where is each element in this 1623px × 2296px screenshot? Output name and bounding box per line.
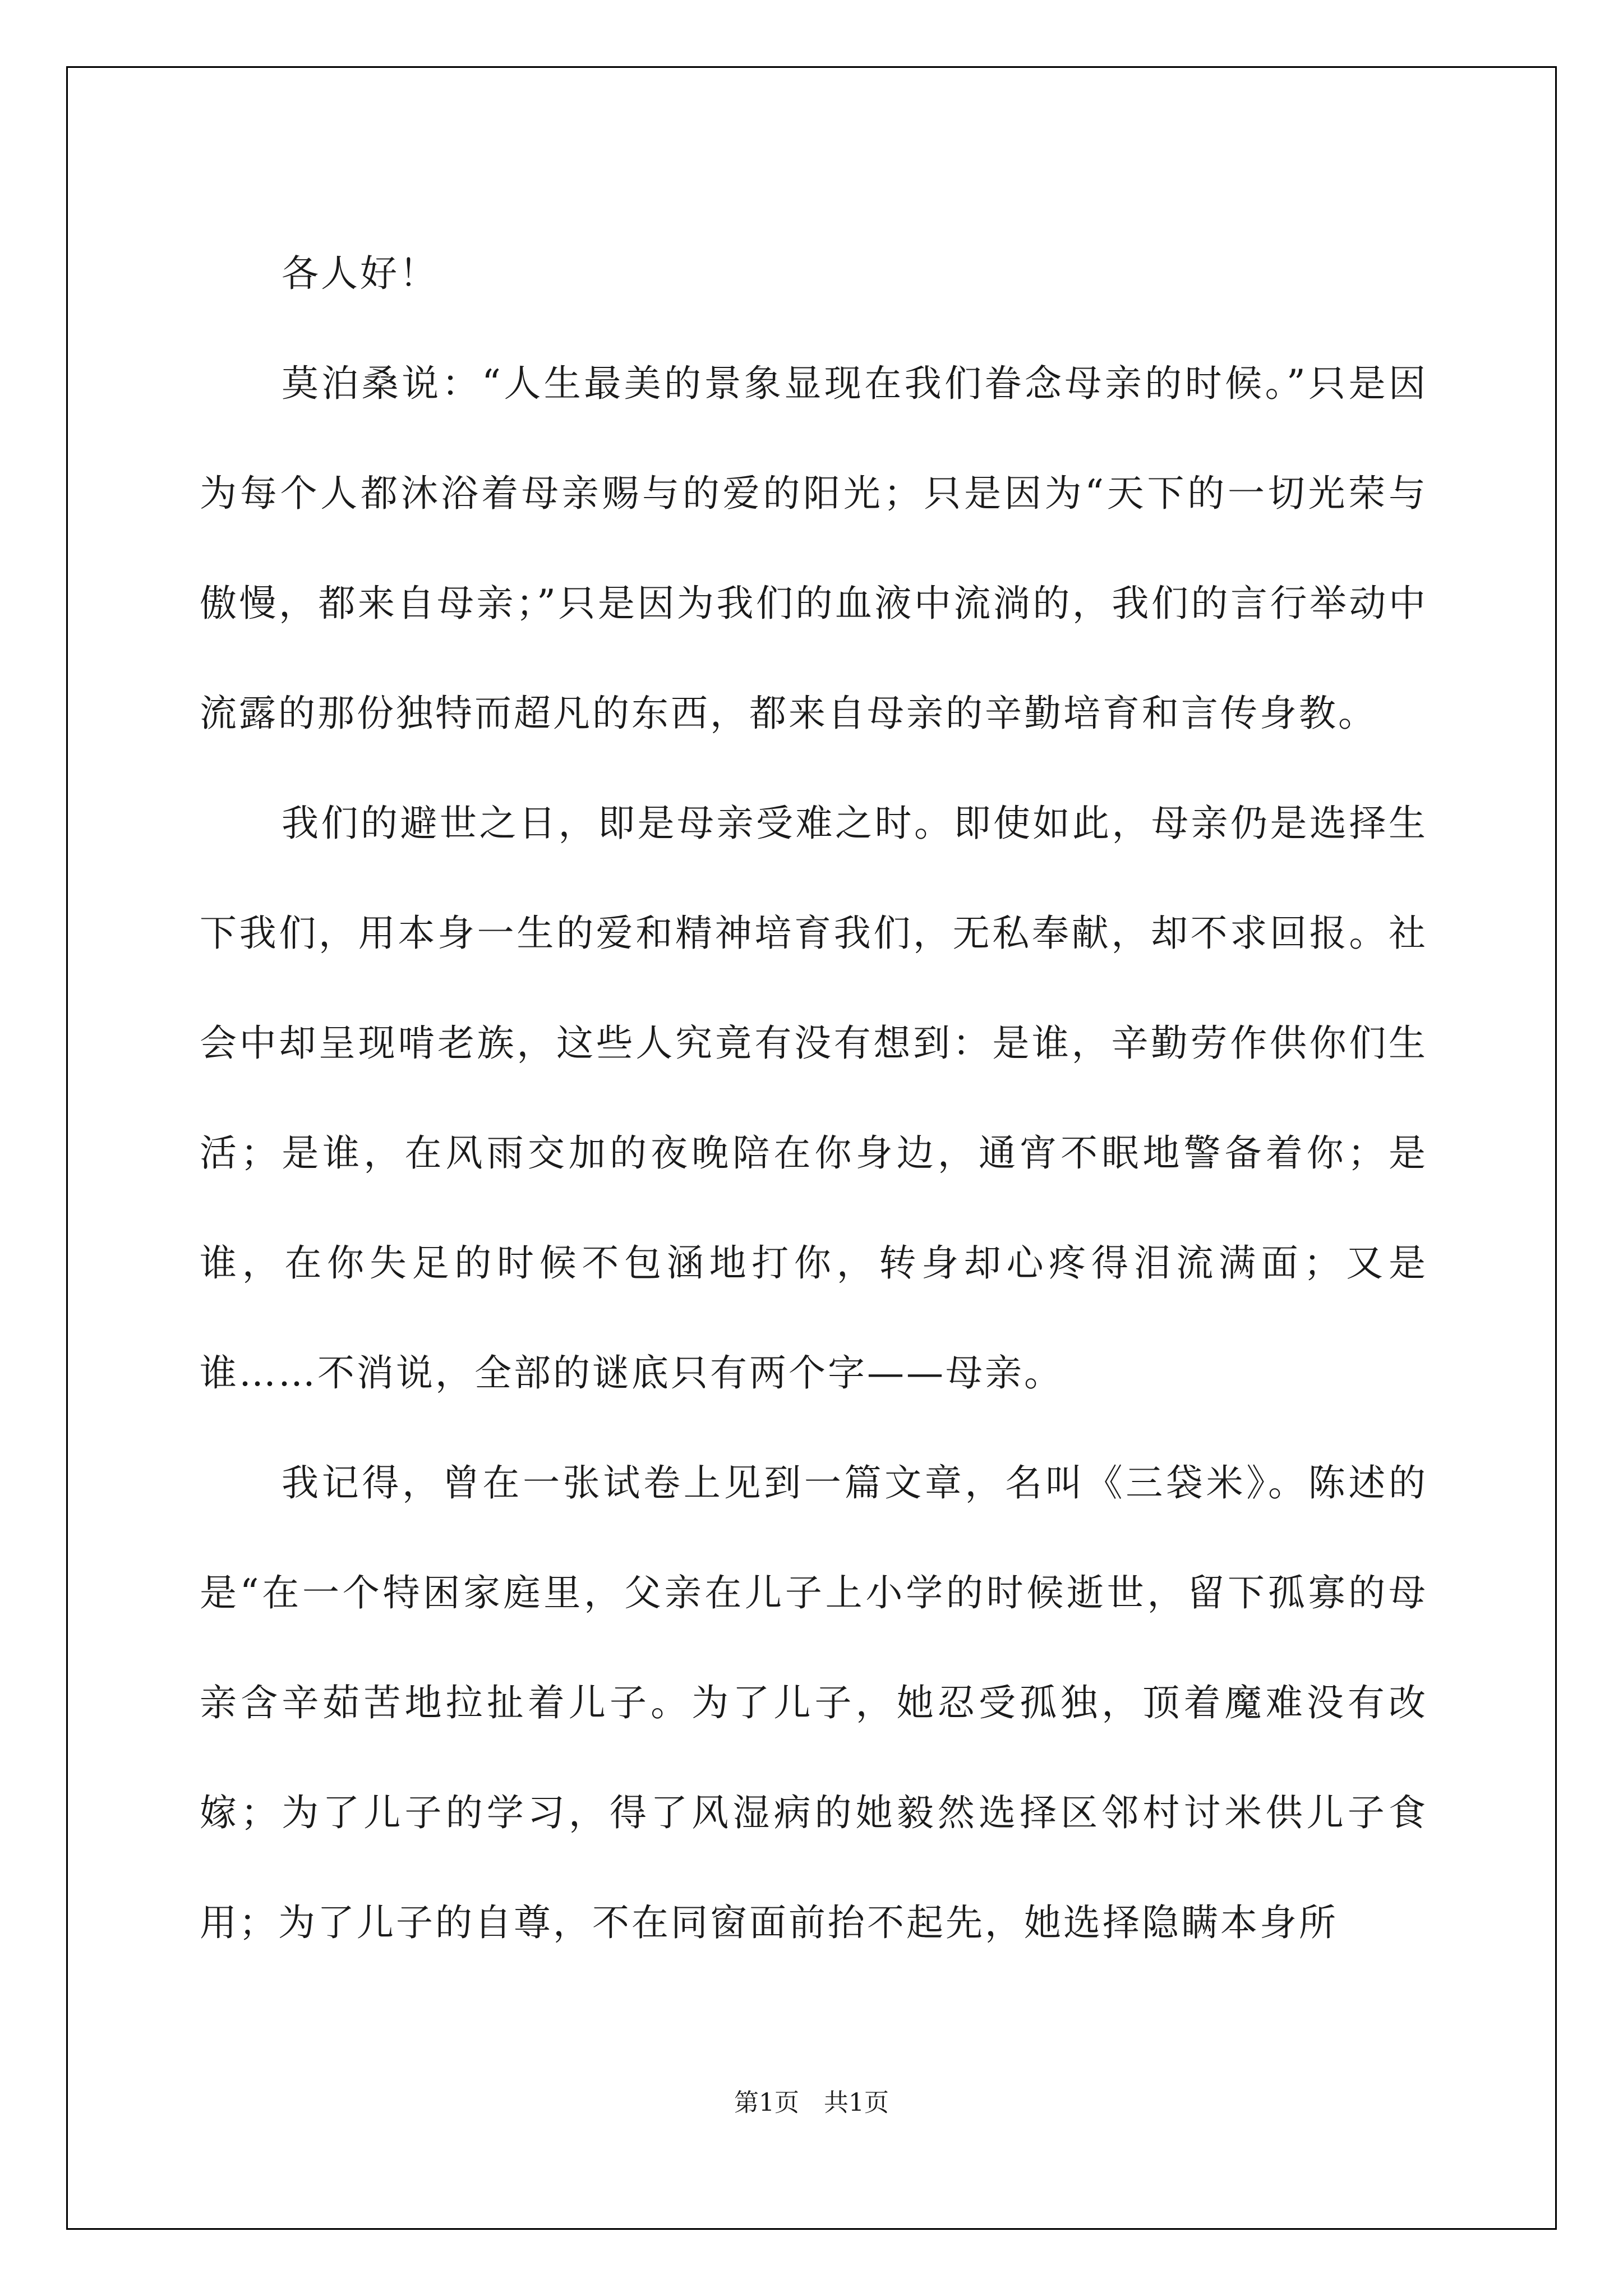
page-number-footer: 第1页 共1页 — [734, 2088, 889, 2117]
document-body — [200, 219, 1428, 1978]
greeting-paragraph: 各人好！ — [282, 252, 439, 295]
body-paragraph-2: 我们的避世之日，即是母亲受难之时。即使如此，母亲仍是选择生下我们，用本身一生的爱和精神培育我们，无私奉献，却不求回报。社会中却呈现啃老族，这些人究竟有没有想到：是谁，辛勤劳作供你们生活；是谁，在风雨交加的夜晚陪在你身边，通宵不眠地警备着你；是谁，在你失足的时候不包涵地打你，转身却心疼得泪流满面；又是谁……不消说，全部的谜底只有两个字——母亲。 — [200, 802, 1428, 1395]
body-paragraph-3: 我记得，曾在一张试卷上见到一篇文章，名叫《三袋米》。陈述的是“在一个特困家庭里，父亲在儿子上小学的时候逝世，留下孤寡的母亲含辛茹苦地拉扯着儿子。为了儿子，她忍受孤独，顶着魔难没有改嫁；为了儿子的学习，得了风湿病的她毅然选择区邻村讨米供儿子食用；为了儿子的自尊，不在同窗面前抬不起先，她选择隐瞒本身所 — [200, 1461, 1428, 1944]
body-paragraph-1: 莫泊桑说：“人生最美的景象显现在我们眷念母亲的时候。”只是因为每个人都沐浴着母亲赐与的爱的阳光；只是因为“天下的一切光荣与傲慢，都来自母亲；”只是因为我们的血液中流淌的，我们的言行举动中流露的那份独特而超凡的东西，都来自母亲的辛勤培育和言传身教。 — [200, 362, 1428, 735]
